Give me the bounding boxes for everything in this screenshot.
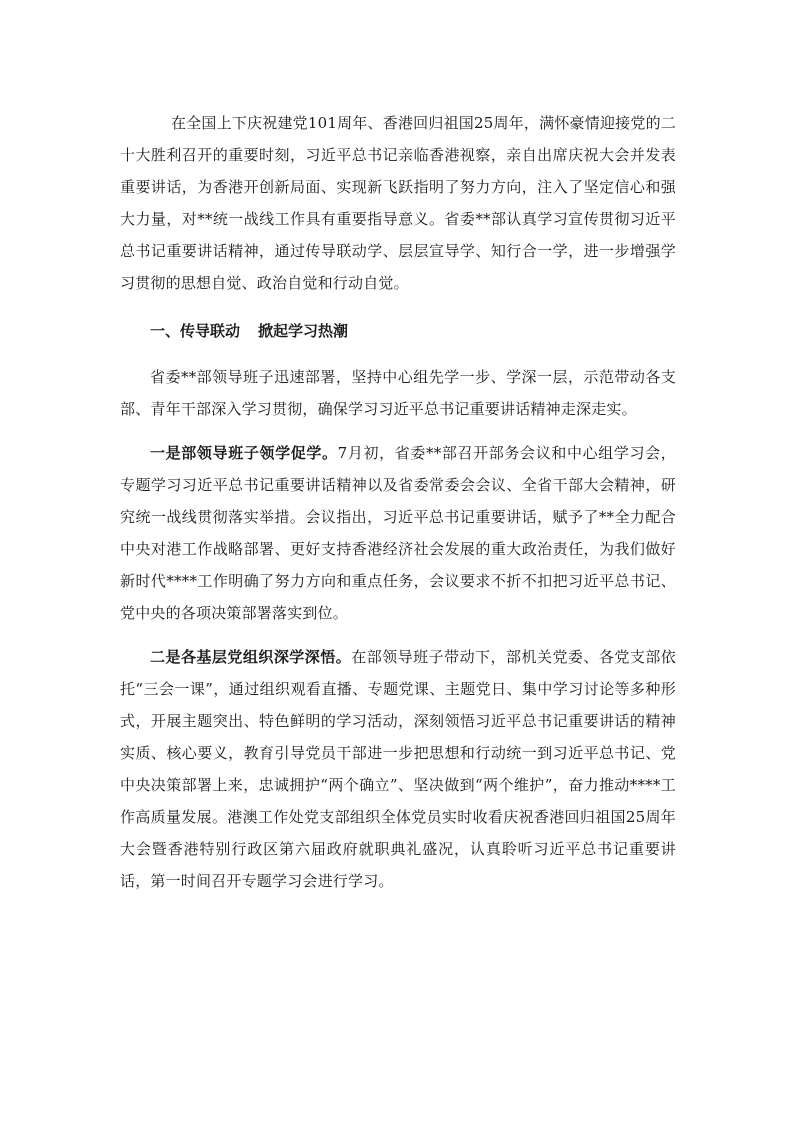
point-1-paragraph [120,437,676,629]
document-page [120,107,676,897]
point-1-lead: 一是部领导班子领学促学。 [150,444,338,462]
section-heading-1-part-b: 掀起学习热潮 [258,322,349,340]
point-2-text: 在部领导班子带动下，部机关党委、各党支部依托“三会一课”，通过组织观看直播、专题党课、主题党日、集中学习讨论等多种形式，开展主题突出、特色鲜明的学习活动，深刻领悟习近平总书记重要讲话的精神实质、核心要义，教育引导党员干部进一步把思想和行动统一到习近平总书记、党中央决策部署上来，忠诚拥护“两个确立”、坚决做到“两个维护”，奋力推动****工作高质量发展。港澳工作处党支部组织全体党员实时收看庆祝香港回归祖国25周年大会暨香港特别行政区第六届政府就职典礼盛况，认真聆听习近平总书记重要讲话，第一时间召开专题学习会进行学习。 [120,648,677,890]
point-2-paragraph [120,641,676,897]
point-1-text: 7月初，省委**部召开部务会议和中心组学习会，专题学习习近平总书记重要讲话精神以及省委常委会会议、全省干部大会精神，研究统一战线贯彻落实举措。会议指出，习近平总书记重要讲话，赋予了**全力配合中央对港工作战略部署、更好支持香港经济社会发展的重大政治责任，为我们做好新时代****工作明确了努力方向和重点任务，会议要求不折不扣把习近平总书记、党中央的各项决策部署落实到位。 [120,444,676,622]
point-2-lead: 二是各基层党组织深学深悟。 [150,648,352,666]
section-heading-1-part-a: 一、传导联动 [150,322,241,340]
section-heading-1 [120,315,676,347]
intro-paragraph: 在全国上下庆祝建党101周年、香港回归祖国25周年，满怀豪情迎接党的二十大胜利召开的重要时刻，习近平总书记亲临香港视察，亲自出席庆祝大会并发表重要讲话，为香港开创新局面、实现新飞跃指明了努力方向，注入了坚定信心和强大力量，对**统一战线工作具有重要指导意义。省委**部认真学习宣传贯彻习近平总书记重要讲话精神，通过传导联动学、层层宣导学、知行合一学，进一步增强学习贯彻的思想自觉、政治自觉和行动自觉。 [120,114,676,292]
section-1-body-paragraph: 省委**部领导班子迅速部署，坚持中心组先学一步、学深一层，示范带动各支部、青年干部深入学习贯彻，确保学习习近平总书记重要讲话精神走深走实。 [120,368,676,418]
